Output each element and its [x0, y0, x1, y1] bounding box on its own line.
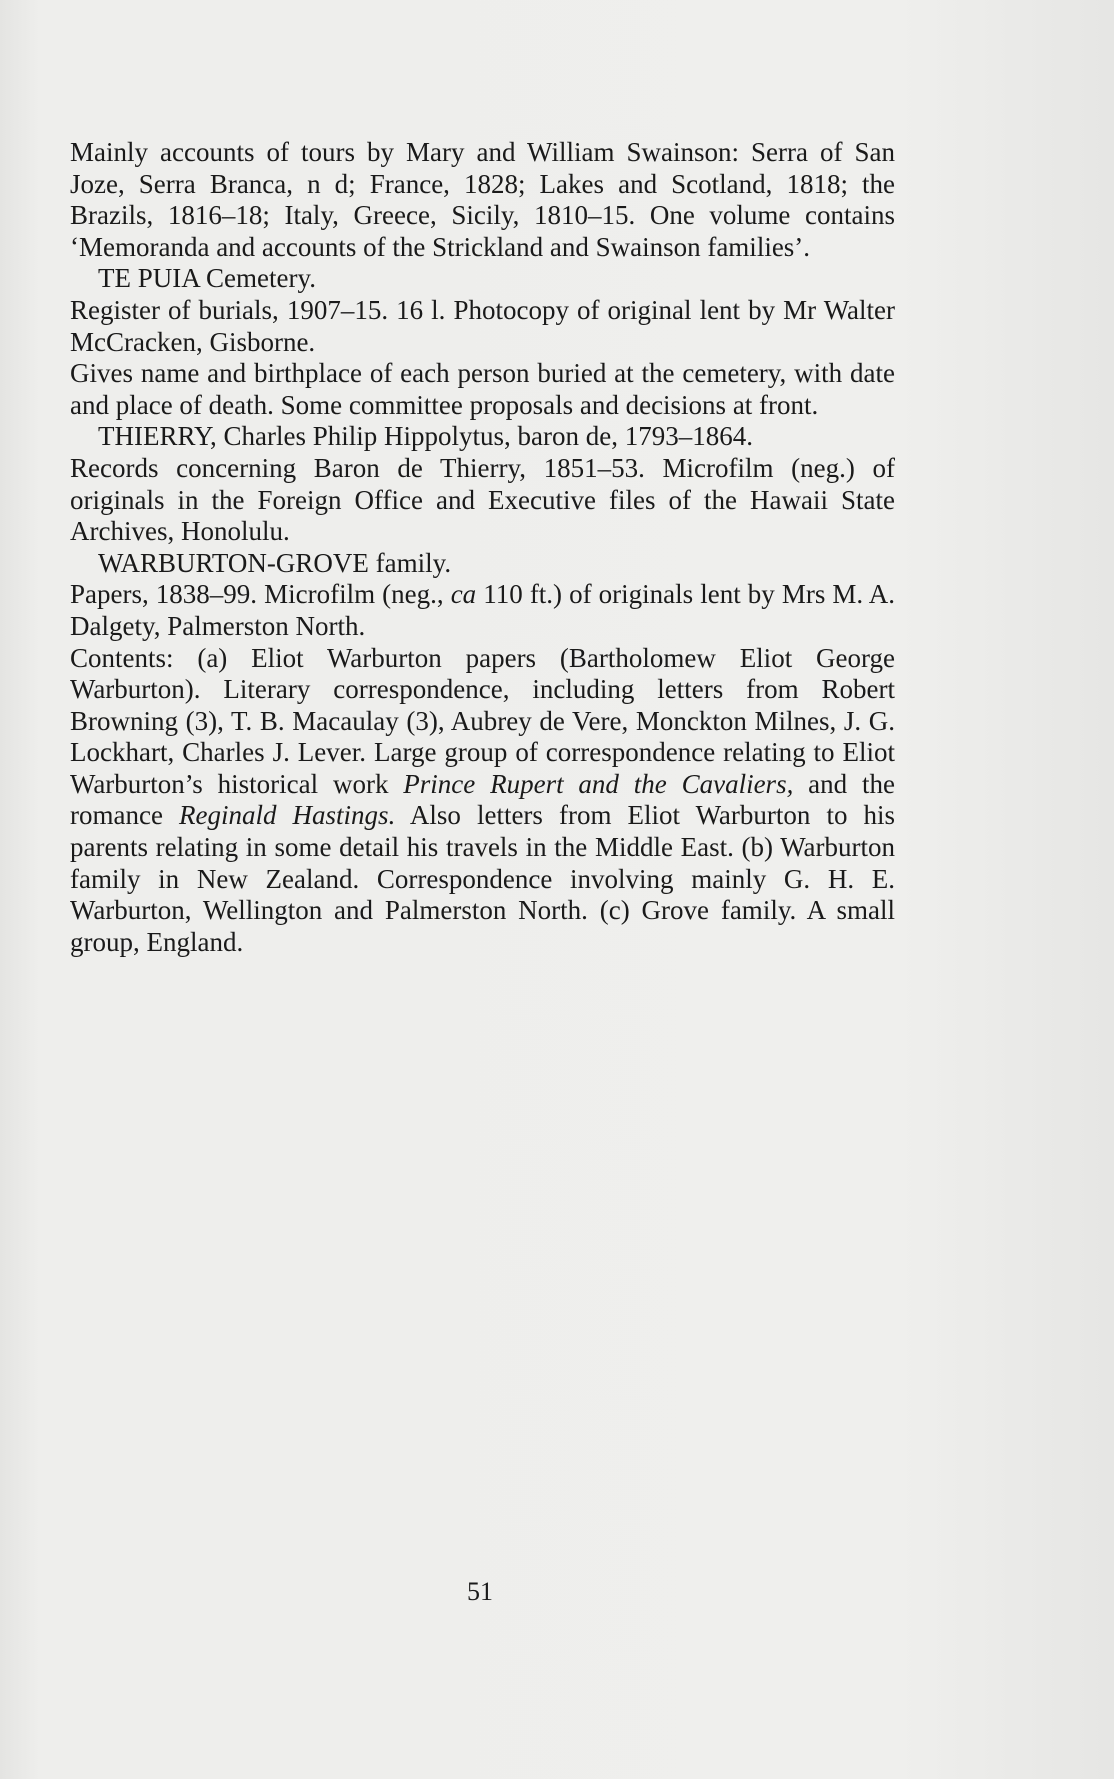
warburton-contents-text-3: Also letters from Eliot Warburton to his parents relating in some detail his travels in the Middle East. (b) Warburton family in New Zealand. Correspondence involving mainly G. H. E. Warburton, Wellington and Palmerston North. (c) Grove family. A small group, England. — [70, 800, 896, 957]
te-puia-contents: Gives name and birthplace of each person buried at the cemetery, with date and place of death. Some committee proposals and decisions at front. — [70, 358, 895, 420]
swainson-description: Mainly accounts of tours by Mary and William Swainson: Serra of San Joze, Serra Branca, n d; France, 1828; Lakes and Scotland, 1818; the Brazils, 1816–18; Italy, Greece, Sicily, 1810–15. One volume contains ‘Memoranda and accounts of the Strickland and Swainson families’. — [70, 137, 895, 262]
warburton-papers-text-1: Papers, 1838–99. Microfilm (neg., — [70, 579, 451, 610]
warburton-contents-text-1: Contents: (a) Eliot Warburton papers (Bartholomew Eliot George Warburton). Literary correspondence, including letters from Robert Browning (3), T. B. Macaulay (3), Aubrey de Vere, Monckton Milnes, J. G. Lockhart, Charles J. Lever. Large group of correspondence relating to Eliot Warburton’s historical work — [70, 642, 895, 799]
page-number: 51 — [467, 1577, 493, 1606]
te-puia-heading: TE PUIA Cemetery. — [98, 263, 316, 294]
thierry-heading: THIERRY, Charles Philip Hippolytus, baron de, 1793–1864. — [98, 421, 753, 452]
work-title-reginald-hastings: Reginald Hastings. — [179, 800, 396, 831]
thierry-records: Records concerning Baron de Thierry, 1851–53. Microfilm (neg.) of originals in the Foreign Office and Executive files of the Hawaii State Archives, Honolulu. — [70, 452, 895, 547]
warburton-papers-circa: ca — [450, 579, 477, 610]
te-puia-register: Register of burials, 1907–15. 16 l. Photocopy of original lent by Mr Walter McCracken, Gisborne. — [70, 294, 895, 357]
document-body — [70, 137, 895, 958]
warburton-grove-heading: WARBURTON-GROVE family. — [98, 547, 452, 578]
warburton-papers — [70, 579, 895, 642]
warburton-contents-text-2: and the romance — [70, 768, 895, 831]
warburton-contents — [70, 643, 895, 959]
warburton-papers-text-2: 110 ft.) of originals lent by Mrs M. A. Dalgety, Palmerston North. — [70, 579, 896, 641]
work-title-prince-rupert: Prince Rupert and the Cavaliers, — [403, 768, 794, 799]
